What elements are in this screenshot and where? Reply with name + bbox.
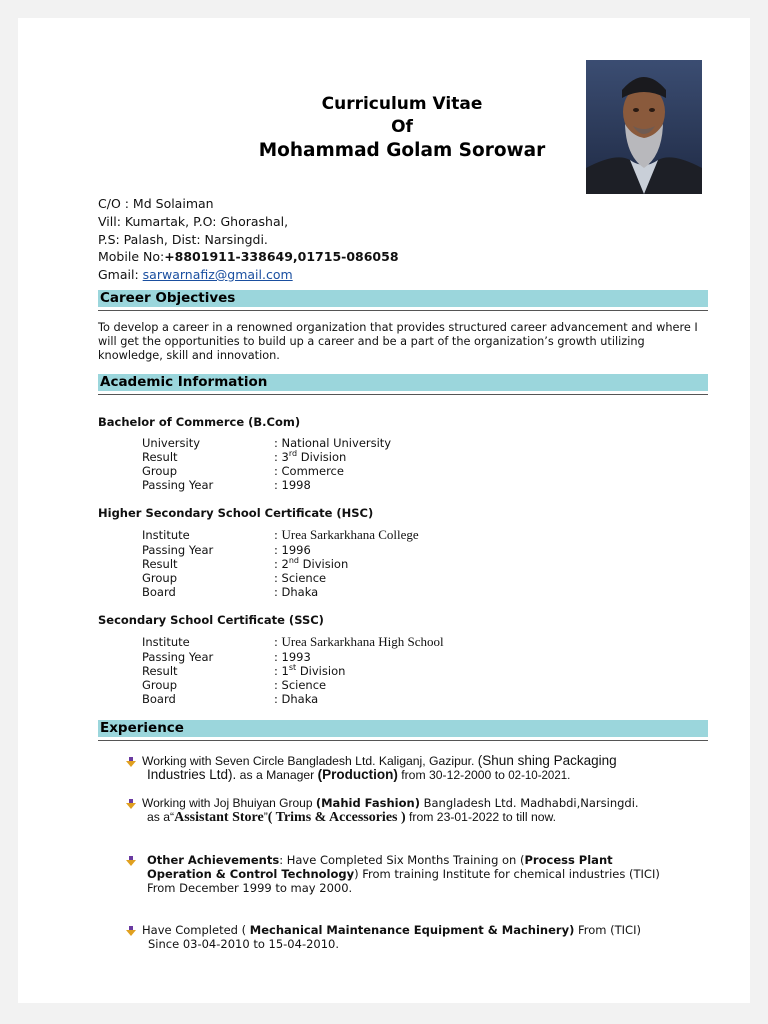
mobile-line: [98, 249, 399, 264]
ssc-year-row: [142, 650, 542, 664]
hsc-year-label: Passing Year: [142, 543, 214, 557]
hsc-group-label: Group: [142, 571, 178, 585]
bcom-title: Bachelor of Commerce (B.Com): [98, 415, 301, 429]
bcom-group-row: [142, 464, 542, 478]
candidate-name: Mohammad Golam Sorowar: [258, 140, 546, 161]
section-divider: [98, 310, 708, 311]
down-arrow-bullet-icon: [126, 757, 136, 767]
ssc-group-row: [142, 678, 542, 692]
address-village: Vill: Kumartak, P.O: Ghorashal,: [98, 214, 289, 229]
ssc-board-value: : Dhaka: [274, 692, 319, 706]
bcom-year-label: Passing Year: [142, 478, 214, 492]
bcom-university-row: [142, 436, 542, 450]
ssc-institute-label: Institute: [142, 635, 190, 649]
bcom-result-label: Result: [142, 450, 178, 464]
ssc-group-label: Group: [142, 678, 178, 692]
cv-title: Curriculum Vitae: [321, 94, 483, 114]
experience-heading: Experience: [98, 720, 708, 737]
bcom-group-value: : Commerce: [274, 464, 344, 478]
ssc-year-value: : 1993: [274, 650, 311, 664]
ssc-board-row: [142, 692, 542, 706]
hsc-result-value: : 2nd Division: [274, 556, 349, 571]
cv-title-of: Of: [391, 117, 413, 137]
section-divider: [98, 394, 708, 395]
ssc-board-label: Board: [142, 692, 176, 706]
hsc-result-row: [142, 557, 542, 571]
hsc-group-row: [142, 571, 542, 585]
experience-item-3: Other Achievements: Have Completed Six Months Training on (Process Plant Operation & Control Technology) From training Institute for chemical industries (TICI) From December 1999 to may 2000.: [147, 853, 660, 895]
career-objectives-heading: Career Objectives: [98, 290, 708, 307]
hsc-year-row: [142, 543, 542, 557]
bcom-year-value: : 1998: [274, 478, 311, 492]
hsc-result-label: Result: [142, 557, 178, 571]
gmail-label: Gmail:: [98, 267, 143, 282]
hsc-group-value: : Science: [274, 571, 327, 585]
hsc-board-row: [142, 585, 542, 599]
mobile-value: +8801911-338649,01715-086058: [164, 249, 399, 264]
profile-photo: [586, 60, 702, 194]
bcom-result-row: [142, 450, 542, 464]
down-arrow-bullet-icon: [126, 926, 136, 936]
experience-item-4: Have Completed ( Mechanical Maintenance Equipment & Machinery) From (TICI) Since 03-04-2010 to 15-04-2010.: [142, 923, 641, 951]
ssc-result-label: Result: [142, 664, 178, 678]
hsc-institute-value: : Urea Sarkarkhana College: [274, 527, 419, 542]
ssc-year-label: Passing Year: [142, 650, 214, 664]
bcom-group-label: Group: [142, 464, 178, 478]
down-arrow-bullet-icon: [126, 799, 136, 809]
bcom-university-label: University: [142, 436, 201, 450]
gmail-line: [98, 267, 293, 282]
academic-information-heading: Academic Information: [98, 374, 708, 391]
mobile-label: Mobile No:: [98, 249, 165, 264]
address-district: P.S: Palash, Dist: Narsingdi.: [98, 232, 268, 247]
hsc-year-value: : 1996: [274, 543, 311, 557]
gmail-link[interactable]: sarwarnafiz@gmail.com: [142, 267, 293, 282]
hsc-board-value: : Dhaka: [274, 585, 319, 599]
section-divider: [98, 740, 708, 741]
bcom-university-value: : National University: [274, 436, 392, 450]
care-of: C/O : Md Solaiman: [98, 196, 214, 211]
down-arrow-bullet-icon: [126, 856, 136, 866]
hsc-title: Higher Secondary School Certificate (HSC): [98, 506, 374, 520]
experience-item-2: Working with Joj Bhuiyan Group (Mahid Fashion) Bangladesh Ltd. Madhabdi,Narsingdi. as a“Assistant Store”( Trims & Accessories ) from 23-01-2022 to till now.: [142, 796, 639, 825]
ssc-result-row: [142, 664, 542, 678]
hsc-institute-label: Institute: [142, 528, 190, 542]
ssc-group-value: : Science: [274, 678, 327, 692]
ssc-result-value: : 1st Division: [274, 663, 346, 678]
hsc-board-label: Board: [142, 585, 176, 599]
ssc-title: Secondary School Certificate (SSC): [98, 613, 324, 627]
experience-item-1: Working with Seven Circle Bangladesh Ltd. Kaliganj, Gazipur. (Shun shing Packaging Industries Ltd). as a Manager (Production) from 30-12-2000 to 02-10-2021.: [142, 753, 617, 782]
bcom-year-row: [142, 478, 542, 492]
ssc-institute-row: [142, 635, 542, 649]
ssc-institute-value: : Urea Sarkarkhana High School: [274, 634, 444, 649]
bcom-result-value: : 3rd Division: [274, 449, 347, 464]
hsc-institute-row: [142, 528, 542, 542]
cv-page: [18, 18, 750, 1003]
career-objectives-text: To develop a career in a renowned organization that provides structured career advancement and where I will get the opportunities to build up a career and be a part of the organization’s growth utilizing knowledge, skill and innovation.: [98, 321, 698, 362]
